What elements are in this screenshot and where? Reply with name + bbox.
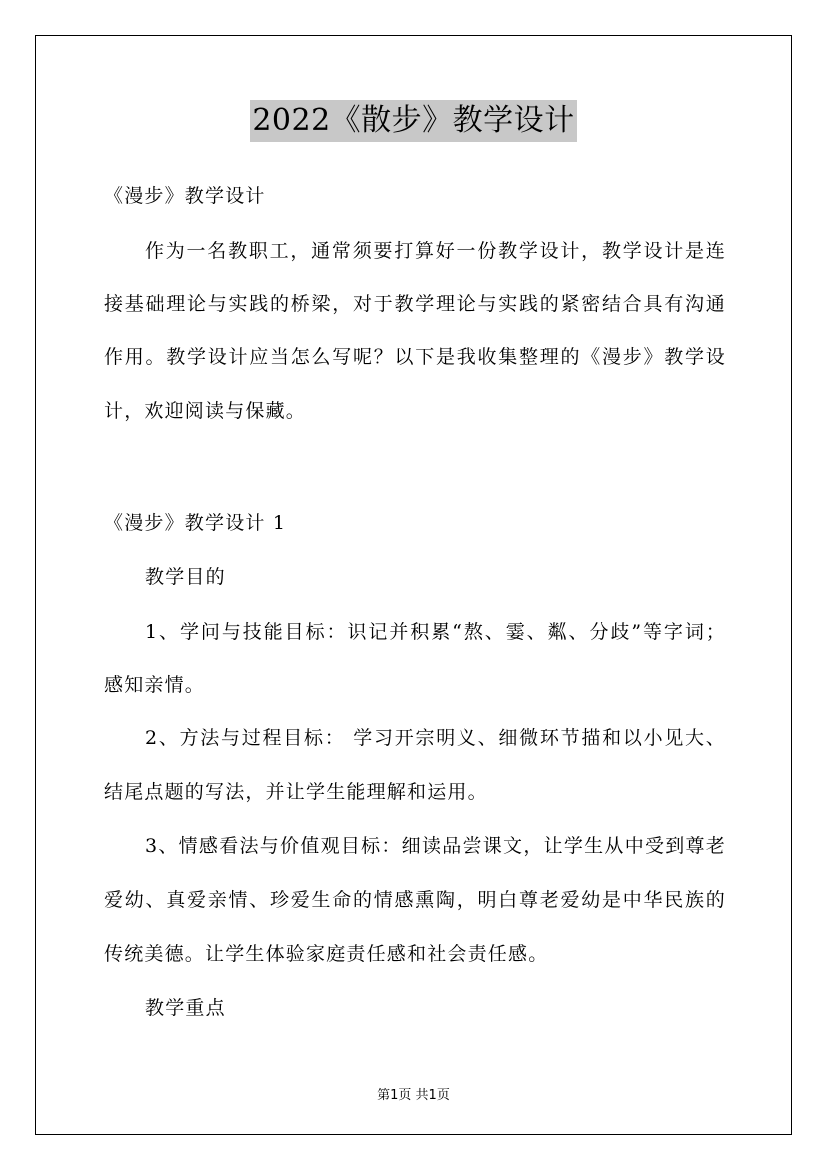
subtitle-line: 《漫步》教学设计 — [104, 185, 266, 207]
title-container — [0, 100, 827, 142]
intro-line-1: 作为一名教职工，通常须要打算好一份教学设计，教学设计是连 — [145, 240, 726, 262]
section-heading: 《漫步》教学设计 1 — [104, 512, 287, 534]
goal-1-line-2: 感知亲情。 — [104, 674, 206, 696]
intro-line-3: 作用。教学设计应当怎么写呢？以下是我收集整理的《漫步》教学设 — [104, 346, 726, 368]
page-footer: 第1页 共1页 — [377, 1088, 450, 1103]
teaching-focus-heading: 教学重点 — [145, 997, 226, 1019]
intro-line-4: 计，欢迎阅读与保藏。 — [104, 400, 307, 422]
goal-3-line-1: 3、情感看法与价值观目标：细读品尝课文，让学生从中受到尊老 — [145, 835, 726, 857]
goal-1-line-1: 1、学问与技能目标：识记并积累“熬、霎、粼、分歧”等字词； — [145, 621, 726, 643]
goal-2-line-1: 2、方法与过程目标： 学习开宗明义、细微环节描和以小见大、 — [145, 727, 726, 749]
goal-2-line-2: 结尾点题的写法，并让学生能理解和运用。 — [104, 781, 488, 803]
goal-3-line-2: 爱幼、真爱亲情、珍爱生命的情感熏陶，明白尊老爱幼是中华民族的 — [104, 889, 726, 911]
document-title: 2022《散步》教学设计 — [250, 100, 576, 142]
intro-line-2: 接基础理论与实践的桥梁，对于教学理论与实践的紧密结合具有沟通 — [104, 293, 726, 315]
teaching-goal-heading: 教学目的 — [145, 566, 226, 588]
goal-3-line-3: 传统美德。让学生体验家庭责任感和社会责任感。 — [104, 943, 549, 965]
